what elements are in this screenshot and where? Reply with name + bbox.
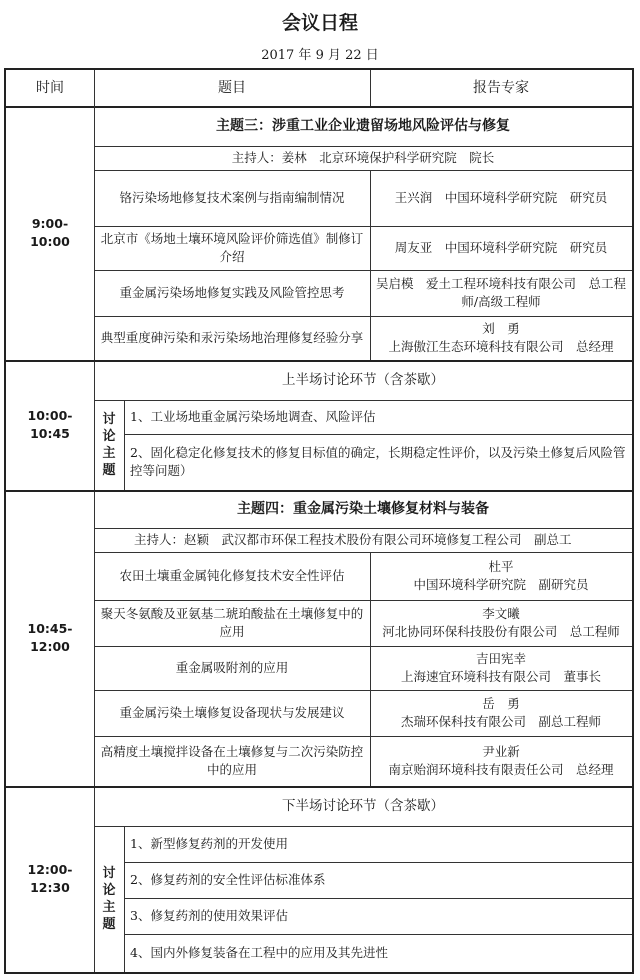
header-time: 时间 <box>36 80 64 96</box>
talk-speaker: 王兴润 中国环境科学研究院 研究员 <box>394 190 608 205</box>
discussion-item: 1、工业场地重金属污染场地调查、风险评估 <box>130 409 376 424</box>
talk-topic: 典型重度砷污染和汞污染场地治理修复经验分享 <box>100 330 364 345</box>
theme-four: 主题四：重金属污染土壤修复材料与装备 <box>237 501 489 517</box>
time-slot-4: 12:00-12:30 <box>27 862 73 895</box>
speaker-org: 上海傲江生态环境科技有限公司 总经理 <box>388 339 614 354</box>
talk-speaker: 杜平 中国环境科学研究院 副研究员 <box>413 559 589 592</box>
theme-three: 主题三：涉重工业企业遗留场地风险评估与修复 <box>216 118 510 134</box>
discussion-label-1: 讨 论 主 题 <box>102 412 116 478</box>
row-divider <box>94 736 632 737</box>
row-divider <box>94 826 632 827</box>
row-divider <box>94 646 632 647</box>
row-divider <box>94 528 632 529</box>
discussion-title-2: 下半场讨论环节（含茶歇） <box>282 798 444 814</box>
page-title: 会议日程 <box>281 12 358 34</box>
row-divider <box>94 170 632 171</box>
discussion-item: 3、修复药剂的使用效果评估 <box>130 908 288 923</box>
row-divider <box>6 360 632 362</box>
talk-topic: 聚天冬氨酸及亚氨基二琥珀酸盐在土壤修复中的应用 <box>100 606 364 639</box>
column-divider <box>94 70 95 972</box>
talk-topic: 高精度土壤搅拌设备在土壤修复与二次污染防控中的应用 <box>100 744 364 777</box>
discussion-item: 2、固化稳定化修复技术的修复目标值的确定，长期稳定性评价，以及污染土修复后风险管控等问题） <box>130 445 626 478</box>
talk-speaker: 尹业新 南京贻润环境科技有限责任公司 总经理 <box>388 744 614 777</box>
column-divider <box>124 400 125 490</box>
talk-topic: 农田土壤重金属钝化修复技术安全性评估 <box>119 568 345 583</box>
discussion-item: 4、国内外修复装备在工程中的应用及其先进性 <box>130 945 388 960</box>
talk-speaker: 吉田宪幸 上海速宜环境科技有限公司 董事长 <box>400 651 601 684</box>
talk-speaker: 李文曦 河北协同环保科技股份有限公司 总工程师 <box>382 606 620 639</box>
row-divider <box>124 898 632 899</box>
discussion-item: 1、新型修复药剂的开发使用 <box>130 836 288 851</box>
talk-speaker <box>370 316 632 360</box>
column-divider <box>370 70 371 106</box>
row-divider <box>124 862 632 863</box>
host-block3: 主持人：赵颖 武汉都市环保工程技术股份有限公司环境修复工程公司 副总工 <box>134 532 572 547</box>
meeting-date: 2017 年 9 月 22 日 <box>261 48 379 63</box>
discussion-title-1: 上半场讨论环节（含茶歇） <box>282 372 444 388</box>
time-slot-3: 10:45-12:00 <box>27 621 73 654</box>
discussion-label-2: 讨 论 主 题 <box>102 866 116 932</box>
talk-topic: 重金属污染土壤修复设备现状与发展建议 <box>119 705 345 720</box>
row-divider <box>94 146 632 147</box>
speaker-name: 刘 勇 <box>482 321 520 336</box>
header-speaker: 报告专家 <box>473 80 529 96</box>
column-divider <box>124 826 125 972</box>
time-slot-2: 10:00-10:45 <box>27 408 73 441</box>
talk-speaker: 吴启模 爱土工程环境科技有限公司 总工程师/高级工程师 <box>376 276 627 309</box>
discussion-item: 2、修复药剂的安全性评估标准体系 <box>130 872 326 887</box>
column-divider <box>370 552 371 786</box>
talk-speaker: 岳 勇 杰瑞环保科技有限公司 副总工程师 <box>400 696 601 729</box>
time-slot-1: 9:00-10:00 <box>30 216 70 249</box>
row-divider <box>124 434 632 435</box>
row-divider <box>94 316 632 317</box>
header-topic: 题目 <box>218 80 246 96</box>
row-divider <box>6 106 632 108</box>
talk-topic: 北京市《场地土壤环境风险评价筛选值》制修订介绍 <box>100 231 364 264</box>
host-block1: 主持人：姜林 北京环境保护科学研究院 院长 <box>231 150 495 165</box>
row-divider <box>6 490 632 492</box>
row-divider <box>94 600 632 601</box>
talk-speaker: 周友亚 中国环境科学研究院 研究员 <box>394 240 608 255</box>
talk-topic: 铬污染场地修复技术案例与指南编制情况 <box>119 190 345 205</box>
column-divider <box>370 170 371 360</box>
row-divider <box>94 552 632 553</box>
row-divider <box>94 400 632 401</box>
row-divider <box>94 226 632 227</box>
row-divider <box>94 270 632 271</box>
row-divider <box>6 786 632 788</box>
talk-topic: 重金属污染场地修复实践及风险管控思考 <box>119 285 345 300</box>
row-divider <box>94 690 632 691</box>
agenda-table <box>4 68 634 974</box>
talk-topic: 重金属吸附剂的应用 <box>175 660 289 675</box>
row-divider <box>124 934 632 935</box>
